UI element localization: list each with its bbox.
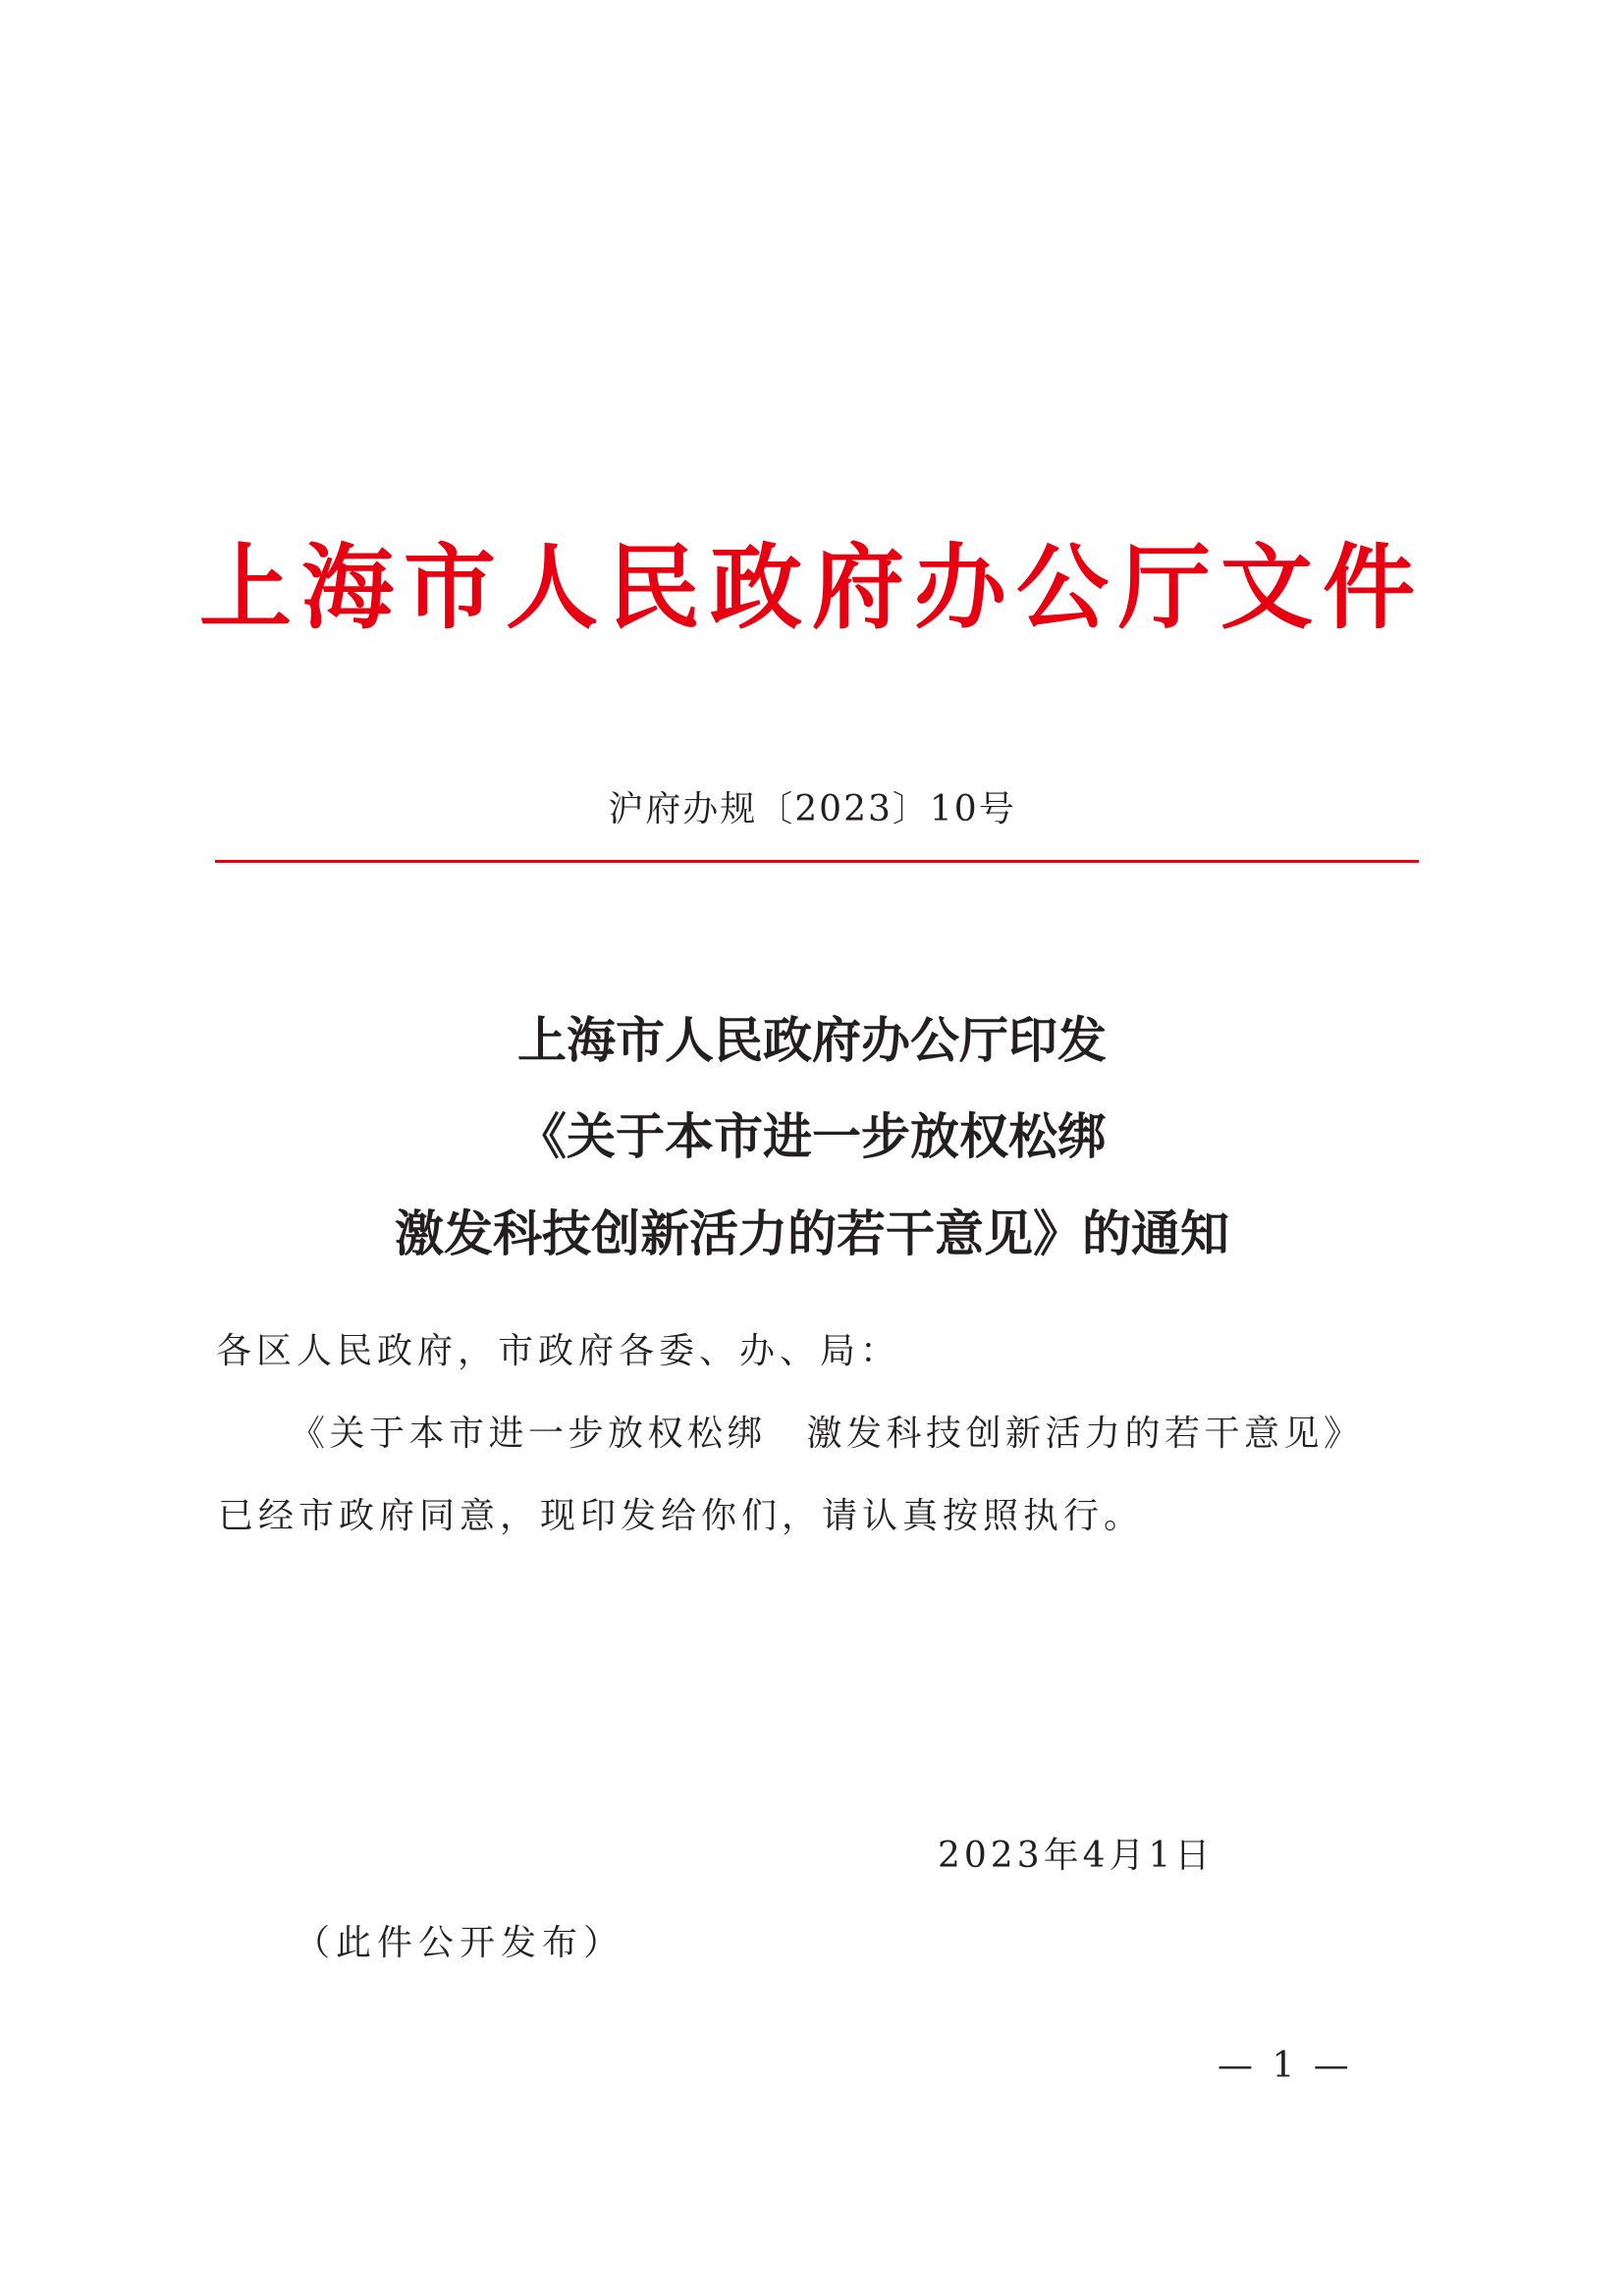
notice-title-line-2: 《关于本市进一步放权松绑	[517, 1107, 1107, 1165]
document-number: 沪府办规〔2023〕10号	[608, 789, 1016, 829]
masthead-title: 上海市人民政府办公厅文件	[198, 535, 1425, 642]
public-release-note: （此件公开发布）	[295, 1923, 625, 1963]
notice-title-line-3: 激发科技创新活力的若干意见》的通知	[395, 1204, 1229, 1262]
addressee: 各区人民政府，市政府各委、办、局：	[216, 1331, 901, 1371]
body-paragraph-line-2: 已经市政府同意，现印发给你们，请认真按照执行。	[218, 1496, 1145, 1536]
notice-title-line-1: 上海市人民政府办公厅印发	[517, 1011, 1107, 1069]
issue-date: 2023年4月1日	[938, 1836, 1215, 1876]
body-paragraph-line-1: 《关于本市进一步放权松绑 激发科技创新活力的若干意见》	[290, 1414, 1364, 1454]
page-number: — 1 —	[1218, 2046, 1353, 2086]
red-divider-rule	[215, 860, 1419, 863]
